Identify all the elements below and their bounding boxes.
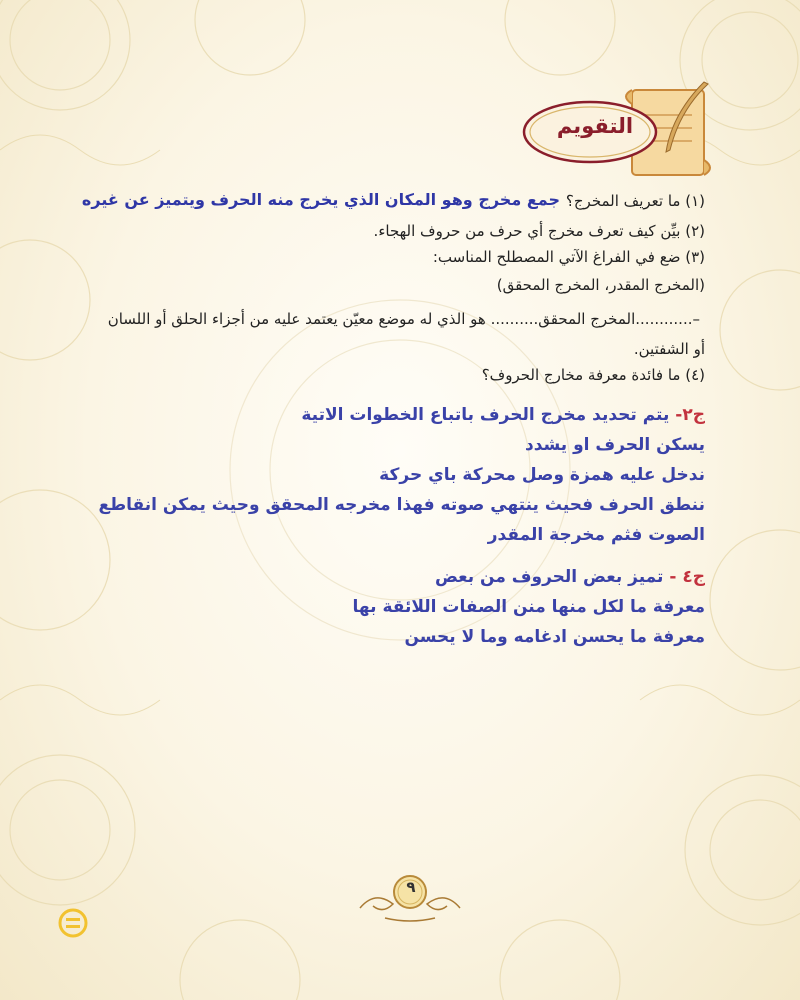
answer-4-block [353,562,705,652]
question-3-fill-line-1: –............المخرج المحقق.......... هو الذي له موضع معيّن يعتمد عليه من أجزاء الحلق أو اللسان [107,310,700,328]
answer-4-line-1: ج٤ - تميز بعض الحروف من بعض [434,567,705,587]
answer-4-prefix: ج٤ - [669,567,705,587]
corner-logo-icon [58,908,88,938]
answer-4-line-3: معرفة ما يحسن ادغامه وما لا يحسن [404,627,705,647]
question-3: (٣) ضع في الفراغ الآتي المصطلح المناسب: [432,248,705,266]
page-number: ٩ [406,878,416,896]
answer-2-block [99,400,705,550]
answer-2-line-2: يسكن الحرف او يشدد [524,435,705,455]
answer-2-line-5: الصوت فثم مخرجة المقدر [487,525,705,545]
answer-4-line-2: معرفة ما لكل منها منن الصفات اللائقة بها [352,597,705,617]
section-title: التقويم [556,114,634,138]
answer-2-line-1: ج٢- يتم تحديد مخرج الحرف باتباع الخطوات الاتية [301,405,705,425]
question-3-options: (المخرج المقدر، المخرج المحقق) [496,276,705,294]
answer-2-prefix: ج٢- [675,405,705,425]
question-4: (٤) ما فائدة معرفة مخارج الحروف؟ [481,366,705,384]
question-2: (٢) بيِّن كيف تعرف مخرج أي حرف من حروف الهجاء. [373,222,705,240]
answer-2-line-4: ننطق الحرف فحيث ينتهي صوته فهذا مخرجه المحقق وحيث يمكن انقاطع [98,495,705,515]
question-3-fill-line-2: أو الشفتين. [633,340,705,358]
answer-1: جمع مخرج وهو المكان الذي يخرج منه الحرف ويتميز عن غيره [81,190,560,209]
question-1: (١) ما تعريف المخرج؟ [565,192,705,210]
answer-2-line-3: ندخل عليه همزة وصل محركة باي حركة [379,465,705,485]
